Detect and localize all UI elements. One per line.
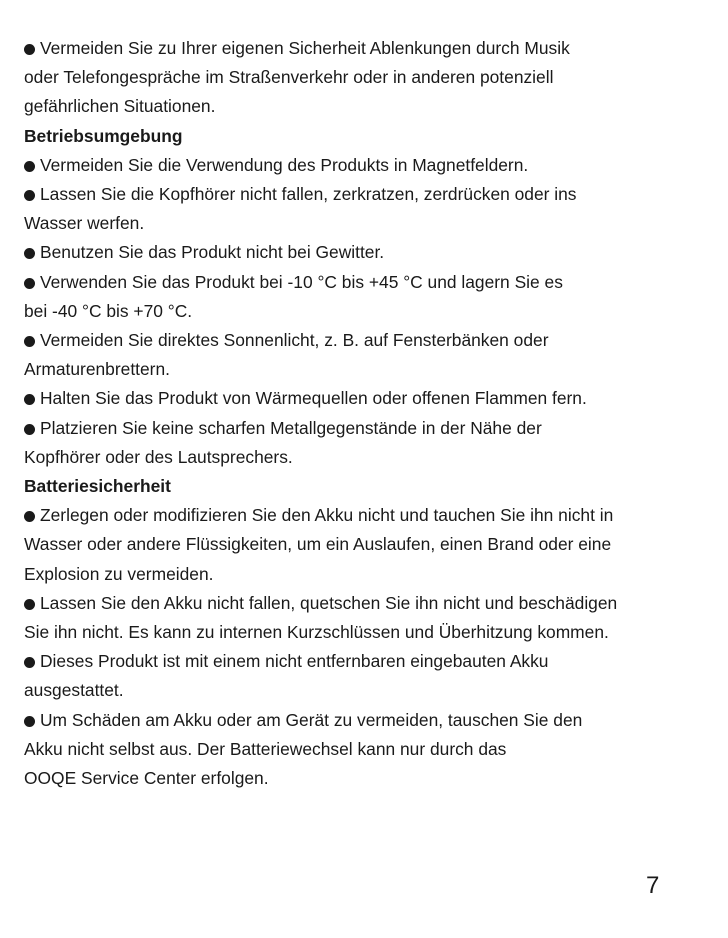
bullet-line bbox=[24, 764, 714, 793]
bullet-text: Verwenden Sie das Produkt bei -10 °C bis +45 °C und lagern Sie es bbox=[40, 271, 563, 292]
bullet-line bbox=[24, 501, 714, 530]
bullet-line bbox=[24, 735, 714, 764]
bullet-line bbox=[24, 443, 714, 472]
bullet-line bbox=[24, 180, 714, 209]
bullet-line bbox=[24, 676, 714, 705]
bullet-line bbox=[24, 34, 714, 63]
bullet-text: Explosion zu vermeiden. bbox=[24, 563, 214, 584]
bullet-text: Vermeiden Sie die Verwendung des Produkts in Magnetfeldern. bbox=[40, 154, 529, 175]
bullet-line bbox=[24, 297, 714, 326]
bullet-icon bbox=[24, 424, 35, 435]
section-heading bbox=[24, 472, 714, 501]
bullet-icon bbox=[24, 190, 35, 201]
bullet-line bbox=[24, 63, 714, 92]
bullet-text: Vermeiden Sie direktes Sonnenlicht, z. B. auf Fensterbänken oder bbox=[40, 330, 549, 351]
bullet-line bbox=[24, 355, 714, 384]
bullet-icon bbox=[24, 511, 35, 522]
heading-text: Betriebsumgebung bbox=[24, 125, 183, 146]
bullet-icon bbox=[24, 394, 35, 405]
bullet-icon bbox=[24, 161, 35, 172]
bullet-text: Vermeiden Sie zu Ihrer eigenen Sicherheit Ablenkungen durch Musik bbox=[40, 38, 570, 58]
bullet-text: Wasser werfen. bbox=[24, 213, 145, 234]
bullet-text: Wasser oder andere Flüssigkeiten, um ein Auslaufen, einen Brand oder eine bbox=[24, 534, 612, 555]
bullet-line bbox=[24, 530, 714, 559]
bullet-text: Halten Sie das Produkt von Wärmequellen oder offenen Flammen fern. bbox=[40, 388, 587, 409]
bullet-line bbox=[24, 209, 714, 238]
bullet-icon bbox=[24, 44, 35, 55]
bullet-line bbox=[24, 414, 714, 443]
bullet-line bbox=[24, 268, 714, 297]
bullet-line bbox=[24, 706, 714, 735]
bullet-line bbox=[24, 618, 714, 647]
bullet-text: Kopfhörer oder des Lautsprechers. bbox=[24, 446, 293, 467]
bullet-line bbox=[24, 326, 714, 355]
bullet-text: Benutzen Sie das Produkt nicht bei Gewitter. bbox=[40, 242, 385, 263]
bullet-text: Akku nicht selbst aus. Der Batteriewechsel kann nur durch das bbox=[24, 738, 507, 759]
bullet-text: Sie ihn nicht. Es kann zu internen Kurzschlüssen und Überhitzung kommen. bbox=[24, 622, 609, 643]
bullet-text: bei -40 °C bis +70 °C. bbox=[24, 300, 193, 321]
bullet-icon bbox=[24, 599, 35, 610]
bullet-text: Lassen Sie die Kopfhörer nicht fallen, zerkratzen, zerdrücken oder ins bbox=[40, 184, 577, 205]
bullet-line bbox=[24, 151, 714, 180]
bullet-icon bbox=[24, 336, 35, 347]
bullet-line bbox=[24, 384, 714, 413]
section-heading bbox=[24, 122, 714, 151]
bullet-line bbox=[24, 589, 714, 618]
bullet-text: oder Telefongespräche im Straßenverkehr oder in anderen potenziell bbox=[24, 67, 554, 88]
bullet-text: ausgestattet. bbox=[24, 680, 124, 701]
bullet-text: Dieses Produkt ist mit einem nicht entfernbaren eingebauten Akku bbox=[40, 651, 549, 672]
page-number: 7 bbox=[646, 872, 660, 899]
bullet-icon bbox=[24, 657, 35, 668]
heading-text: Batteriesicherheit bbox=[24, 476, 171, 497]
bullet-text: Zerlegen oder modifizieren Sie den Akku nicht und tauchen Sie ihn nicht in bbox=[40, 505, 614, 526]
bullet-text: Platzieren Sie keine scharfen Metallgegenstände in der Nähe der bbox=[40, 417, 542, 438]
page-content bbox=[24, 34, 714, 793]
bullet-text: Lassen Sie den Akku nicht fallen, quetschen Sie ihn nicht und beschädigen bbox=[40, 592, 618, 613]
bullet-text: OOQE Service Center erfolgen. bbox=[24, 768, 269, 789]
bullet-line bbox=[24, 647, 714, 676]
bullet-icon bbox=[24, 716, 35, 727]
bullet-line bbox=[24, 92, 714, 121]
bullet-text: gefährlichen Situationen. bbox=[24, 96, 216, 117]
bullet-text: Um Schäden am Akku oder am Gerät zu vermeiden, tauschen Sie den bbox=[40, 709, 583, 730]
bullet-icon bbox=[24, 278, 35, 289]
bullet-icon bbox=[24, 248, 35, 259]
bullet-line bbox=[24, 238, 714, 267]
bullet-line bbox=[24, 560, 714, 589]
bullet-text: Armaturenbrettern. bbox=[24, 359, 170, 380]
